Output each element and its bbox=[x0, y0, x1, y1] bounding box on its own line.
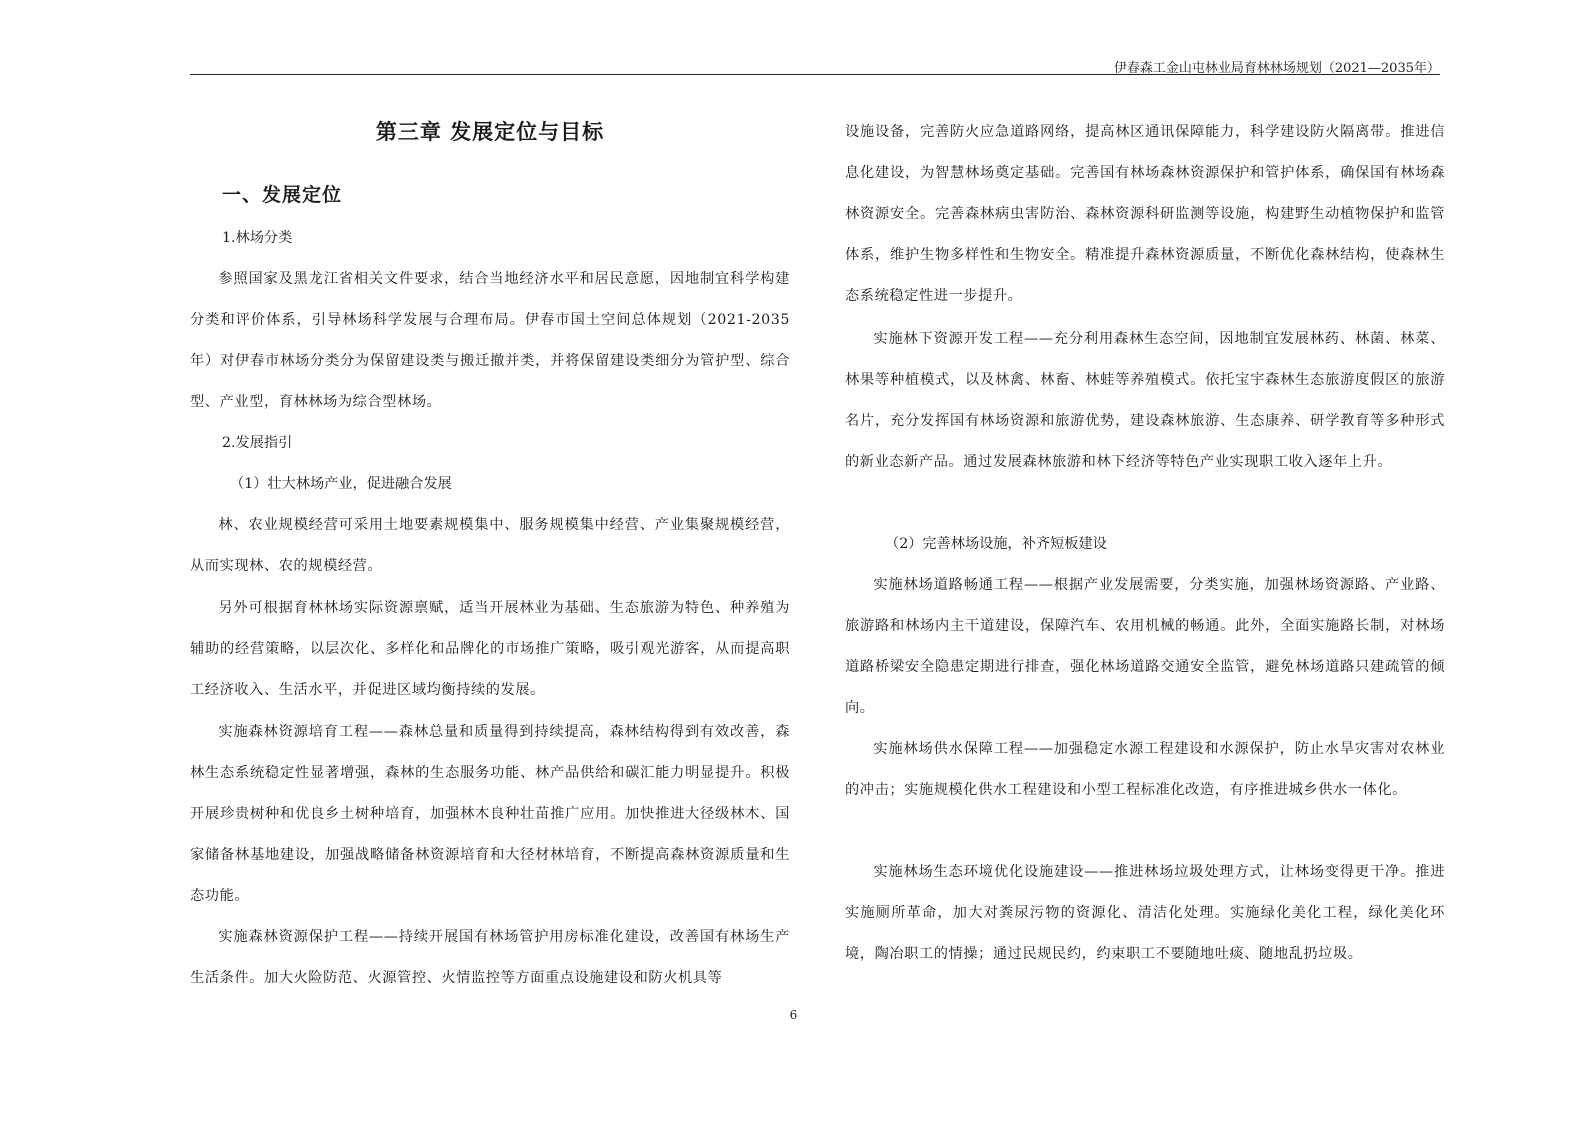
page-number: 6 bbox=[789, 1008, 798, 1022]
heading-development-guidance: 2.发展指引 bbox=[222, 435, 293, 451]
subheading-industry-growth: （1）壮大林场产业，促进融合发展 bbox=[230, 476, 452, 492]
paragraph-forest-protection: 实施森林资源保护工程——持续开展国有林场管护用房标准化建设，改善国有林场生产生活条件。加大火险防范、火源管控、火情监控等方面重点设施建设和防火机具等 bbox=[190, 929, 790, 986]
heading-forest-farm-classification: 1.林场分类 bbox=[222, 230, 293, 246]
paragraph-water-supply: 实施林场供水保障工程——加强稳定水源工程建设和水源保护，防止水旱灾害对农林业的冲击；实施规模化供水工程建设和小型工程标准化改造，有序推进城乡供水一体化。 bbox=[845, 741, 1445, 798]
paragraph-scale-operation: 林、农业规模经营可采用土地要素规模集中、服务规模集中经营、产业集聚规模经营，从而实现林、农的规模经营。 bbox=[190, 517, 790, 574]
paragraph-business-strategy: 另外可根据育林林场实际资源禀赋，适当开展林业为基础、生态旅游为特色、种养殖为辅助的经营策略，以层次化、多样化和品牌化的市场推广策略，吸引观光游客，从而提高职工经济收入、生活水平，并促进区域均衡持续的发展。 bbox=[190, 600, 790, 698]
paragraph-understory-resources: 实施林下资源开发工程——充分利用森林生态空间，因地制宜发展林药、林菌、林菜、林果等种植模式，以及林禽、林畜、林蛙等养殖模式。依托宝宇森林生态旅游度假区的旅游名片，充分发挥国有林场资源和旅游优势，建设森林旅游、生态康养、研学教育等多种形式的新业态新产品。通过发展森林旅游和林下经济等特色产业实现职工收入逐年上升。 bbox=[845, 331, 1445, 470]
paragraph-road-project: 实施林场道路畅通工程——根据产业发展需要，分类实施，加强林场资源路、产业路、旅游路和林场内主干道建设，保障汽车、农用机械的畅通。此外，全面实施路长制，对林场道路桥梁安全隐患定期进行排查，强化林场道路交通安全监管，避免林场道路只建疏管的倾向。 bbox=[845, 577, 1445, 716]
chapter-title: 第三章 发展定位与目标 bbox=[375, 120, 605, 144]
section-title: 一、发展定位 bbox=[222, 184, 343, 206]
paragraph-ecological-environment: 实施林场生态环境优化设施建设——推进林场垃圾处理方式，让林场变得更干净。推进实施厕所革命，加大对粪尿污物的资源化、清洁化处理。实施绿化美化工程，绿化美化环境，陶冶职工的情操；通过民规民约，约束职工不要随地吐痰、随地乱扔垃圾。 bbox=[845, 864, 1445, 962]
paragraph-forest-cultivation: 实施森林资源培育工程——森林总量和质量得到持续提高，森林结构得到有效改善，森林生态系统稳定性显著增强，森林的生态服务功能、林产品供给和碳汇能力明显提升。积极开展珍贵树种和优良乡土树种培育，加强林木良种壮苗推广应用。加快推进大径级林木、国家储备林基地建设，加强战略储备林资源培育和大径材林培育，不断提高森林资源质量和生态功能。 bbox=[190, 724, 790, 904]
paragraph-protection-continued: 设施设备，完善防火应急道路网络，提高林区通讯保障能力，科学建设防火隔离带。推进信息化建设，为智慧林场奠定基础。完善国有林场森林资源保护和管护体系，确保国有林场森林资源安全。完善森林病虫害防治、森林资源科研监测等设施，构建野生动植物保护和监管体系，维护生物多样性和生物安全。精准提升森林资源质量，不断优化森林结构，使森林生态系统稳定性进一步提升。 bbox=[845, 124, 1445, 304]
header-rule bbox=[190, 74, 1440, 75]
running-header: 伊春森工金山屯林业局育林林场规划（2021—2035年） bbox=[1113, 61, 1440, 76]
paragraph-classification: 参照国家及黑龙江省相关文件要求，结合当地经济水平和居民意愿，因地制宜科学构建分类和评价体系，引导林场科学发展与合理布局。伊春市国土空间总体规划（2021-2035年）对伊春市林场分类分为保留建设类与搬迁撤并类，并将保留建设类细分为管护型、综合型、产业型，育林林场为综合型林场。 bbox=[190, 271, 790, 410]
subheading-infrastructure: （2）完善林场设施，补齐短板建设 bbox=[885, 536, 1107, 552]
